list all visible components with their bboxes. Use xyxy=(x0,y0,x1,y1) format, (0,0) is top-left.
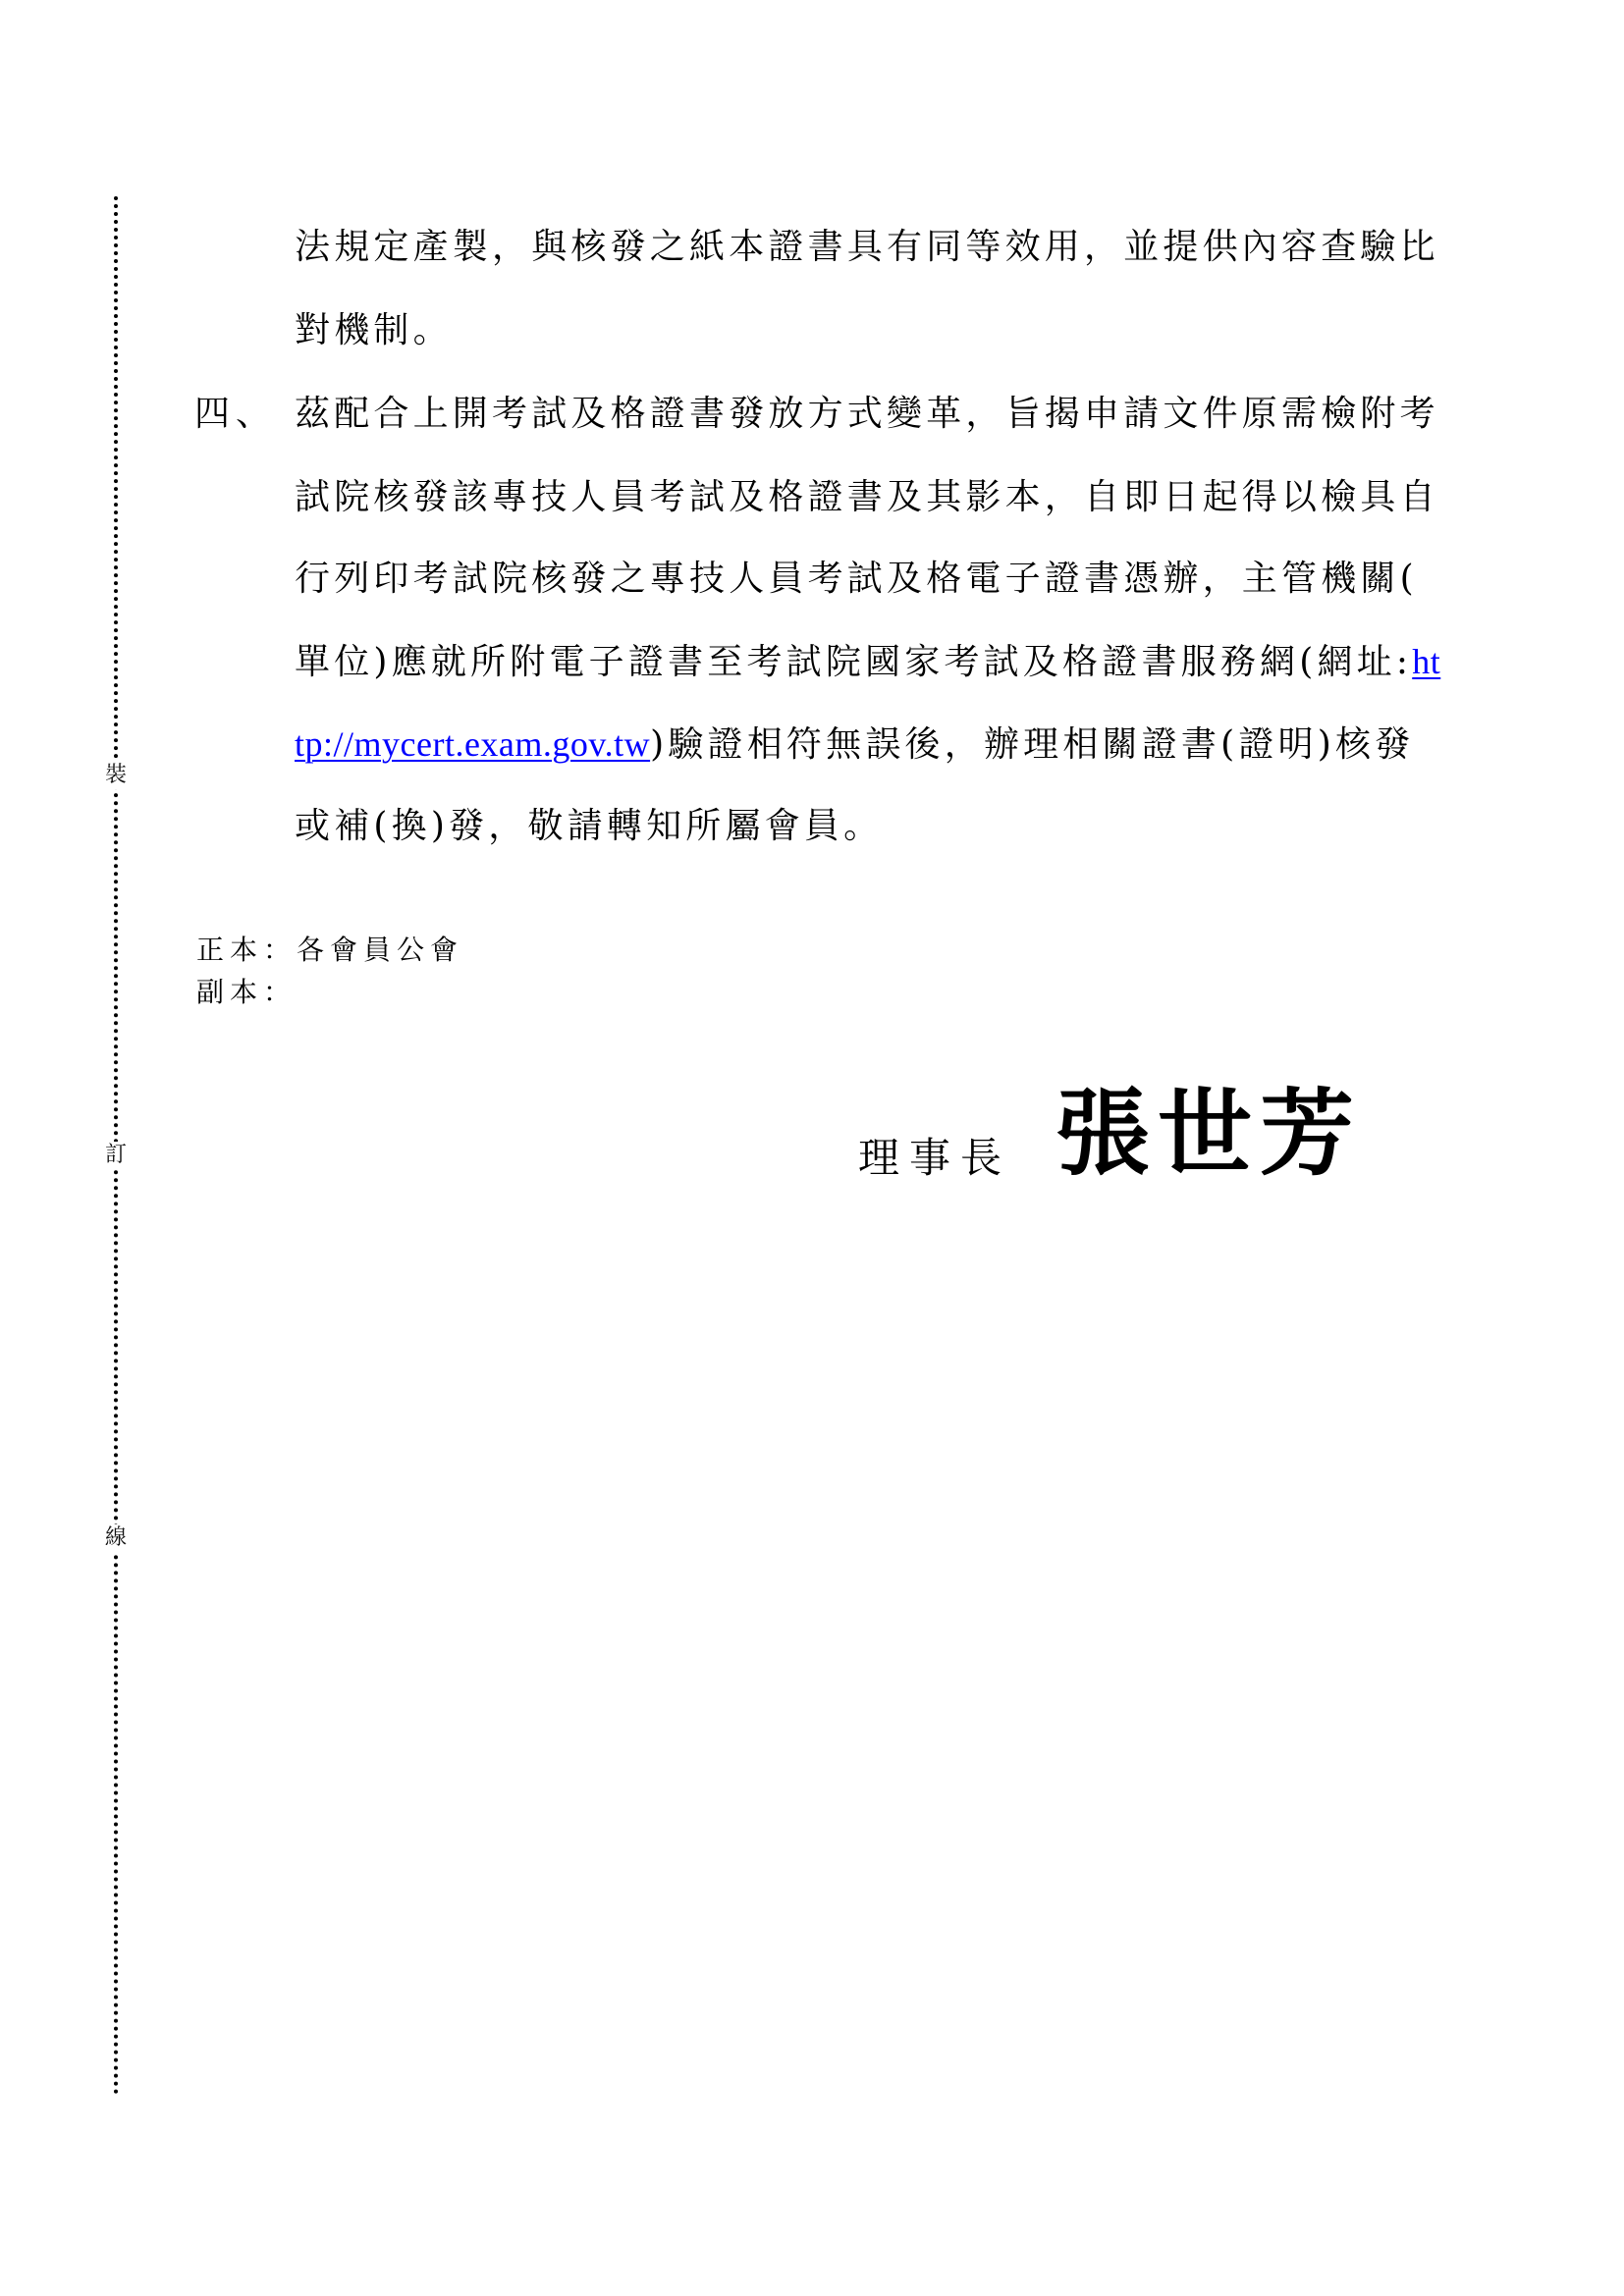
item4-line-1: 茲配合上開考試及格證書發放方式變革，旨揭申請文件原需檢附考 xyxy=(295,394,1439,434)
original-value: 各會員公會 xyxy=(297,934,464,966)
cert-service-link-part2[interactable]: tp://mycert.exam.gov.tw xyxy=(295,724,651,764)
copy-label: 副本： xyxy=(196,976,298,1008)
signature-title: 理事長 xyxy=(858,1134,1012,1182)
list-item-marker-4: 四、 xyxy=(194,394,278,434)
binding-label-xian: 線 xyxy=(102,1524,130,1552)
binding-label-zhuang: 裝 xyxy=(102,762,130,789)
item4-line-2: 試院核發該專技人員考試及格證書及其影本，自即日起得以檢具自 xyxy=(295,477,1439,517)
signature-name: 張世芳 xyxy=(1056,1079,1362,1189)
body-line-continuation-1: 法規定產製，與核發之紙本證書具有同等效用，並提供內容查驗比 xyxy=(295,227,1439,267)
item4-line-5 xyxy=(295,722,1414,767)
item4-line-5-text: )驗證相符無誤後，辦理相關證書(證明)核發 xyxy=(650,724,1415,765)
body-line-continuation-2: 對機制。 xyxy=(295,310,453,350)
item4-line-6: 或補(換)發，敬請轉知所屬會員。 xyxy=(295,806,884,846)
item4-line-3: 行列印考試院核發之專技人員考試及格電子證書憑辦，主管機關( xyxy=(295,559,1418,599)
original-label: 正本： xyxy=(196,934,298,966)
item4-line-4-text: 單位)應就所附電子證書至考試院國家考試及格證書服務網(網址: xyxy=(295,642,1413,682)
copy-recipient-line xyxy=(196,975,297,1010)
binding-label-ding: 訂 xyxy=(102,1142,130,1169)
original-recipient-line xyxy=(196,933,463,968)
cert-service-link-part1[interactable]: ht xyxy=(1412,642,1441,681)
item4-line-4 xyxy=(295,640,1440,684)
